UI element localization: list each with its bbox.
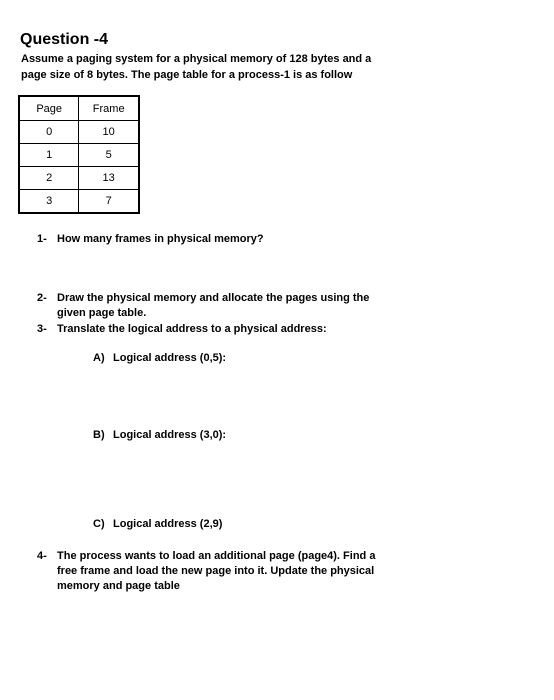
frame-cell: 10 [79,121,139,144]
table-row [19,190,139,214]
table-row [19,121,139,144]
subquestion-b [93,429,226,441]
question-text: The process wants to load an additional page (page4). Find a free frame and load the new page into it. Update the physical memory and page table [57,550,376,592]
question-2 [37,291,437,323]
subquestion-a [93,352,226,364]
question-number: 3- [37,323,47,335]
frame-cell: 5 [79,144,139,167]
subquestion-text: Logical address (3,0): [113,429,227,441]
page-cell: 2 [19,167,79,190]
subquestion-label: B) [93,429,105,441]
question-text: Draw the physical memory and allocate the pages using the given page table. [57,292,370,319]
subquestion-label: C) [93,518,105,530]
question-number: 1- [37,233,47,245]
question-3 [37,322,437,338]
page-cell: 0 [19,121,79,144]
subquestion-c [93,518,222,530]
frame-cell: 13 [79,167,139,190]
question-intro: Assume a paging system for a physical memory of 128 bytes and a page size of 8 bytes. The page table for a process-1 is as follow [21,53,372,81]
table-row [19,167,139,190]
page-table [18,95,140,214]
question-text: Translate the logical address to a physical address: [57,323,327,335]
subquestion-text: Logical address (2,9) [113,518,223,530]
question-4 [37,549,437,597]
question-title: Question -4 [20,31,109,48]
page-cell: 3 [19,190,79,214]
question-number: 4- [37,550,47,562]
page-table-header-row [19,96,139,121]
question-1 [37,232,437,248]
table-row [19,144,139,167]
page-cell: 1 [19,144,79,167]
frame-column-header: Frame [79,96,139,121]
subquestion-text: Logical address (0,5): [113,352,227,364]
frame-cell: 7 [79,190,139,214]
subquestion-label: A) [93,352,105,364]
question-number: 2- [37,292,47,304]
question-text: How many frames in physical memory? [57,233,264,245]
page-column-header: Page [19,96,79,121]
